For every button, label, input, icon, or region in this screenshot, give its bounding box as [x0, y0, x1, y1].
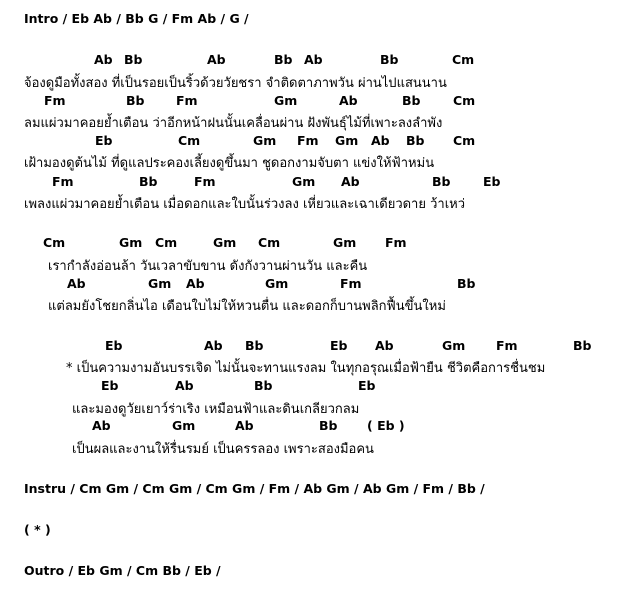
lyric-line: เป็นผลและงานให้รื่นรมย์ เป็นครรลอง เพราะสองมือคน	[72, 442, 374, 457]
chord: Bb	[432, 174, 451, 189]
chord: Ab	[67, 276, 86, 291]
chord: Bb	[319, 418, 338, 433]
chord: Cm	[453, 93, 476, 108]
chord: Ab	[341, 174, 360, 189]
chord: Eb	[101, 378, 119, 393]
chord: Eb	[105, 338, 123, 353]
chord: ( Eb )	[367, 418, 405, 433]
chord: Fm	[340, 276, 362, 291]
chord: Gm	[292, 174, 316, 189]
lyric-line: เฝ้ามองดูต้นไม้ ที่ดูแลประคองเลี้ยงดูขึ้นมา ชูดอกงามจับตา แข่งให้ฟ้าหม่น	[24, 156, 435, 171]
chord: Fm	[385, 235, 407, 250]
chord: Gm	[119, 235, 143, 250]
chord: Cm	[155, 235, 178, 250]
chord: Bb	[139, 174, 158, 189]
lyric-line: * เป็นความงามอันบรรเจิด ไม่นั้นจะทานแรงลม ในทุกอรุณเมื่อฟ้ายืน ชีวิตคือการชื่นชม	[66, 361, 546, 376]
chord: Bb	[380, 52, 399, 67]
lyric-line: เรากำลังอ่อนล้า วันเวลาขับขาน ดังกังวานผ่านวัน และคืน	[48, 259, 368, 274]
chord: Gm	[442, 338, 466, 353]
chord: Fm	[52, 174, 74, 189]
chord: Bb	[126, 93, 145, 108]
chord: Bb	[402, 93, 421, 108]
chord: Eb	[330, 338, 348, 353]
chord: Gm	[172, 418, 196, 433]
outro-line: Outro / Eb Gm / Cm Bb / Eb /	[24, 563, 221, 578]
chord: Bb	[457, 276, 476, 291]
repeat-chorus-marker: ( * )	[24, 522, 51, 537]
chord: Gm	[333, 235, 357, 250]
chord: Eb	[358, 378, 376, 393]
chord: Cm	[453, 133, 476, 148]
chord: Eb	[95, 133, 113, 148]
lyric-line: จ้องดูมือทั้งสอง ที่เป็นรอยเป็นริ้วด้วยวัยชรา จำติดตาภาพวัน ผ่านไปแสนนาน	[24, 76, 447, 91]
chord: Bb	[124, 52, 143, 67]
lyric-line: ลมแผ่วมาคอยย้ำเตือน ว่าอีกหน้าฝนนั้นเคลื่อนผ่าน ฝังพันธุ์ไม้ที่เพาะลงลำพัง	[24, 116, 443, 131]
chord: Ab	[235, 418, 254, 433]
chord: Ab	[207, 52, 226, 67]
chord: Bb	[254, 378, 273, 393]
chord: Fm	[496, 338, 518, 353]
chord: Fm	[194, 174, 216, 189]
chord: Bb	[245, 338, 264, 353]
chord: Fm	[297, 133, 319, 148]
chord: Cm	[178, 133, 201, 148]
chord: Cm	[258, 235, 281, 250]
chord: Gm	[213, 235, 237, 250]
chord: Ab	[204, 338, 223, 353]
chord: Gm	[274, 93, 298, 108]
chord: Bb	[573, 338, 592, 353]
chord: Bb	[274, 52, 293, 67]
chord: Gm	[335, 133, 359, 148]
lyric-line: แต่ลมยังโชยกลิ่นไอ เดือนใบไม่ให้หวนตื่น และดอกก็บานพลิกฟื้นขึ้นใหม่	[48, 299, 446, 314]
chord: Bb	[406, 133, 425, 148]
chord: Ab	[304, 52, 323, 67]
instru-line: Instru / Cm Gm / Cm Gm / Cm Gm / Fm / Ab Gm / Ab Gm / Fm / Bb /	[24, 481, 485, 496]
chord: Gm	[253, 133, 277, 148]
chord: Fm	[176, 93, 198, 108]
chord: Ab	[375, 338, 394, 353]
chord: Eb	[483, 174, 501, 189]
chord: Ab	[186, 276, 205, 291]
chord: Gm	[265, 276, 289, 291]
chord: Ab	[94, 52, 113, 67]
chord: Ab	[175, 378, 194, 393]
lyric-line: เพลงแผ่วมาคอยย้ำเตือน เมื่อดอกและใบนั้นร่วงลง เหี่ยวและเฉาเดียวดาย ว้าเหว่	[24, 197, 466, 212]
chord: Cm	[43, 235, 66, 250]
lyric-line: และมองดูวัยเยาว์ร่าเริง เหมือนฟ้าและดินเกลียวกลม	[72, 402, 360, 417]
intro-line: Intro / Eb Ab / Bb G / Fm Ab / G /	[24, 11, 249, 26]
chord: Gm	[148, 276, 172, 291]
chord: Ab	[92, 418, 111, 433]
chord: Ab	[339, 93, 358, 108]
chord: Fm	[44, 93, 66, 108]
chord: Cm	[452, 52, 475, 67]
chord: Ab	[371, 133, 390, 148]
